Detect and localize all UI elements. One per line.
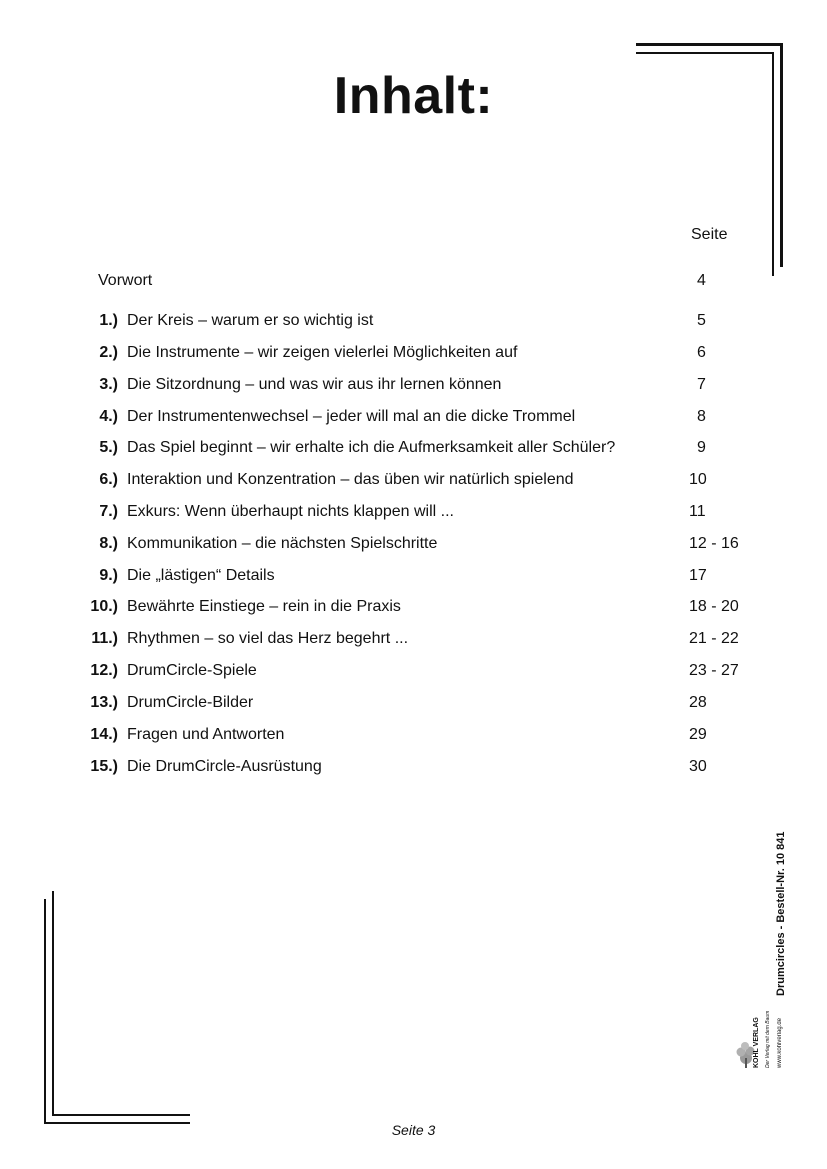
toc-page: 7 — [697, 376, 706, 393]
toc-title: Das Spiel beginnt – wir erhalte ich die Aufmerksamkeit aller Schüler? — [127, 439, 616, 456]
toc-number: 7.) — [99, 503, 118, 520]
toc-number: 5.) — [99, 439, 118, 456]
toc-number: 11.) — [91, 630, 118, 647]
toc-number: 1.) — [99, 312, 118, 329]
toc-title: Vorwort — [98, 272, 153, 289]
toc-number: 2.) — [99, 344, 118, 361]
toc-title: Bewährte Einstiege – rein in die Praxis — [127, 598, 401, 615]
toc-number: 9.) — [99, 567, 118, 584]
toc-page: 17 — [689, 567, 707, 584]
toc-page: 4 — [697, 272, 706, 289]
toc-number: 4.) — [99, 408, 118, 425]
toc-row — [0, 310, 827, 332]
toc-row — [0, 374, 827, 396]
toc-row — [0, 724, 827, 746]
page-title: Inhalt: — [333, 67, 494, 125]
toc-row — [0, 692, 827, 714]
toc-title: Rhythmen – so viel das Herz begehrt ... — [127, 630, 409, 647]
page-column-header: Seite — [691, 226, 728, 243]
toc-row — [0, 437, 827, 459]
frame-bottom-left-inner-vertical — [52, 891, 54, 1116]
toc-row — [0, 469, 827, 491]
toc-row — [0, 501, 827, 523]
toc-page: 6 — [697, 344, 706, 361]
toc-page: 8 — [697, 408, 706, 425]
toc-title: DrumCircle-Bilder — [127, 694, 254, 711]
toc-title: Die DrumCircle-Ausrüstung — [127, 758, 322, 775]
toc-row-vorwort — [0, 270, 827, 292]
toc-title: Exkurs: Wenn überhaupt nichts klappen will ... — [127, 503, 454, 520]
toc-page: 10 — [689, 471, 707, 488]
toc-number: 10.) — [90, 598, 118, 615]
frame-bottom-left-inner-horizontal — [52, 1114, 190, 1116]
toc-row — [0, 406, 827, 428]
toc-row — [0, 565, 827, 587]
toc-title: Die Instrumente – wir zeigen vielerlei Möglichkeiten auf — [127, 344, 518, 361]
toc-page: 23 - 27 — [689, 662, 739, 679]
toc-row — [0, 533, 827, 555]
toc-title: Kommunikation – die nächsten Spielschritte — [127, 535, 438, 552]
page-number: Seite 3 — [391, 1122, 436, 1138]
toc-title: Der Instrumentenwechsel – jeder will mal an die dicke Trommel — [127, 408, 576, 425]
toc-number: 14.) — [90, 726, 118, 743]
toc-number: 12.) — [90, 662, 118, 679]
publisher-url: www.kohlverlag.de — [777, 1017, 783, 1068]
toc-page: 21 - 22 — [689, 630, 739, 647]
toc-page: 28 — [689, 694, 707, 711]
toc-page: 30 — [689, 758, 707, 775]
frame-top-right-outer-horizontal — [636, 43, 783, 46]
toc-row — [0, 596, 827, 618]
toc-page: 9 — [697, 439, 706, 456]
toc-title: Interaktion und Konzentration – das üben wir natürlich spielend — [127, 471, 574, 488]
toc-number: 3.) — [99, 376, 118, 393]
toc-title: Der Kreis – warum er so wichtig ist — [127, 312, 374, 329]
toc-title: Die Sitzordnung – und was wir aus ihr lernen können — [127, 376, 502, 393]
toc-row — [0, 660, 827, 682]
toc-number: 8.) — [99, 535, 118, 552]
frame-top-right-inner-horizontal — [636, 52, 774, 54]
publisher-tagline: Der Verlag mit dem Baum — [765, 1010, 771, 1068]
order-number-label: Drumcircles - Bestell-Nr. 10 841 — [775, 831, 787, 996]
publisher-brand: KOHL VERLAG — [753, 1017, 760, 1068]
toc-title: Die „lästigen“ Details — [127, 567, 275, 584]
toc-page: 11 — [689, 503, 706, 520]
toc-page: 5 — [697, 312, 706, 329]
toc-row — [0, 628, 827, 650]
toc-number: 6.) — [99, 471, 118, 488]
toc-row — [0, 342, 827, 364]
toc-row — [0, 756, 827, 778]
toc-page: 12 - 16 — [689, 535, 739, 552]
toc-page: 29 — [689, 726, 707, 743]
toc-page: 18 - 20 — [689, 598, 739, 615]
toc-title: DrumCircle-Spiele — [127, 662, 257, 679]
toc-number: 13.) — [90, 694, 118, 711]
toc-title: Fragen und Antworten — [127, 726, 285, 743]
toc-number: 15.) — [90, 758, 118, 775]
frame-bottom-left-outer-vertical — [44, 899, 46, 1124]
